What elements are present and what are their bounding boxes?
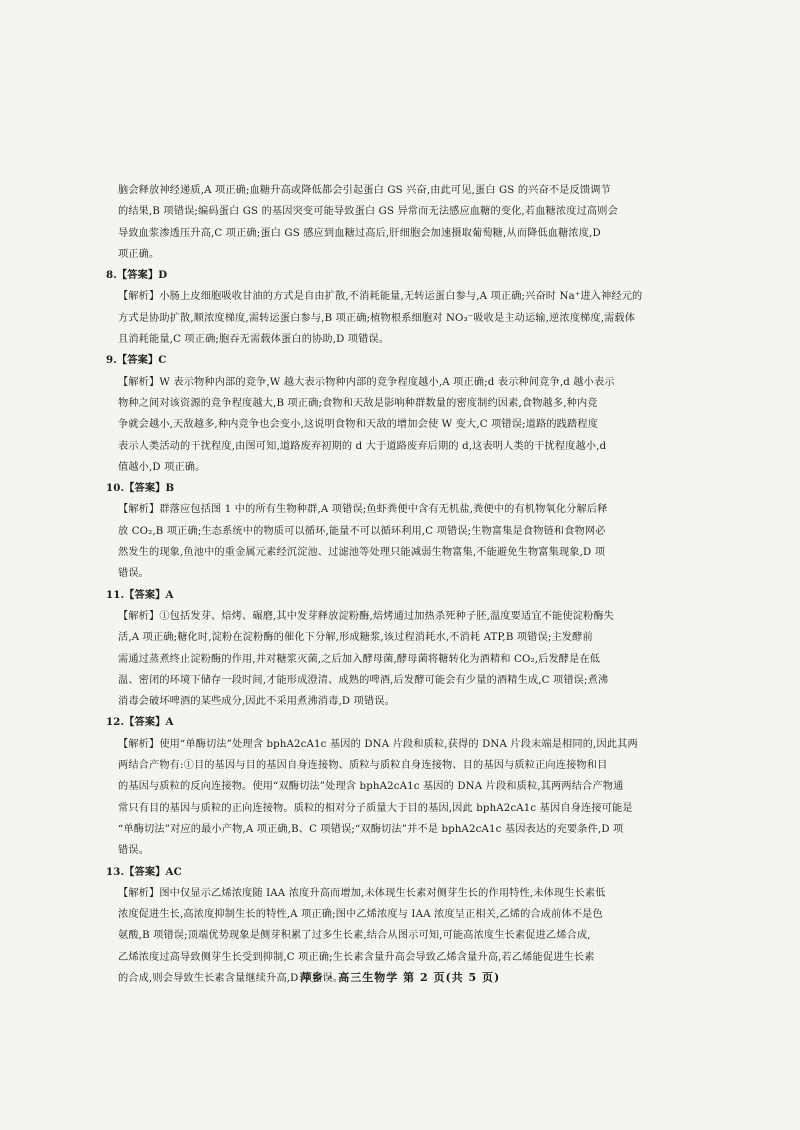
- text-line: 错误。: [118, 845, 150, 857]
- text-line: 方式是协助扩散,顺浓度梯度,需转运蛋白参与,B 项正确;植物根系细胞对 NO₃⁻吸收是主动运输,逆浓度梯度,需载体: [118, 312, 636, 324]
- answer-label: 12.【答案】A: [106, 716, 174, 729]
- text-line: 【解析】使用“单酶切法”处理含 bphA2cA1c 基因的 DNA 片段和质粒,获得的 DNA 片段末端是相同的,因此其两: [118, 738, 638, 750]
- text-line: 活,A 项正确;糖化时,淀粉在淀粉酶的催化下分解,形成糖浆,该过程消耗水,不消耗 ATP,B 项错误;主发酵前: [118, 632, 593, 644]
- text-line: 【解析】群落应包括图 1 中的所有生物种群,A 项错误;鱼虾粪便中含有无机盐,粪便中的有机物氧化分解后释: [118, 504, 608, 516]
- text-line: 错误。: [118, 568, 150, 580]
- text-line: 【解析】图中仅显示乙烯浓度随 IAA 浓度升高而增加,未体现生长素对侧芽生长的作用特性,未体现生长素低: [118, 887, 606, 899]
- text-line: 【解析】①包括发芽、焙烤、碾磨,其中发芽释放淀粉酶,焙烤通过加热杀死种子胚,温度要适宜不能使淀粉酶失: [118, 610, 615, 622]
- answer-label: 8.【答案】D: [106, 269, 168, 282]
- text-line: 【解析】W 表示物种内部的竞争,W 越大表示物种内部的竞争程度越小,A 项正确;d 表示种间竞争,d 越小表示: [118, 376, 615, 388]
- question-9: [106, 350, 684, 478]
- text-line: 需通过蒸煮终止淀粉酶的作用,并对糖浆灭菌,之后加入酵母菌,酵母菌将糖转化为酒精和 CO₂,后发酵是在低: [118, 653, 601, 665]
- text-line: 且消耗能量,C 项正确;胞吞无需载体蛋白的协助,D 项错误。: [118, 334, 390, 346]
- text-line: 值越小,D 项正确。: [118, 461, 206, 473]
- text-line: 物种之间对该资源的竞争程度越大,B 项正确;食物和天敌是影响种群数量的密度制约因素,食物越多,种内竞: [118, 397, 598, 409]
- text-line: 常只有目的基因与质粒的正向连接物。质粒的相对分子质量大于目的基因,因此 bphA2cA1c 基因自身连接可能是: [118, 802, 633, 814]
- text-line: 争就会越小,天敌越多,种内竞争也会变小,这说明食物和天敌的增加会使 W 变大,C 项错误;道路的践踏程度: [118, 419, 599, 431]
- text-line: 的合成,则会导致生长素含量继续升高,D 项错误。: [118, 972, 344, 984]
- text-line: 的结果,B 项错误;编码蛋白 GS 的基因突变可能导致蛋白 GS 异常而无法感应血糖的变化,若血糖浓度过高则会: [118, 206, 618, 218]
- text-line: 放 CO₂,B 项正确;生态系统中的物质可以循环,能量不可以循环利用,C 项错误;生物富集是食物链和食物网必: [118, 525, 606, 537]
- text-line: 【解析】小肠上皮细胞吸收甘油的方式是自由扩散,不消耗能量,无转运蛋白参与,A 项正确;兴奋时 Na⁺进入神经元的: [118, 291, 643, 303]
- question-8: [106, 265, 684, 350]
- page-footer: 萍乡 · 高三生物学 第 2 页(共 5 页): [299, 971, 501, 984]
- intro-paragraph: [118, 180, 684, 265]
- text-line: 浓度促进生长,高浓度抑制生长的特性,A 项正确;图中乙烯浓度与 IAA 浓度呈正相关,乙烯的合成前体不是色: [118, 909, 603, 921]
- answer-content: [106, 180, 684, 989]
- answer-label: 10.【答案】B: [106, 482, 175, 495]
- text-line: 的基因与质粒的反向连接物。使用“双酶切法”处理含 bphA2cA1c 基因的 DNA 片段和质粒,其两两结合产物通: [118, 781, 624, 793]
- text-line: 乙烯浓度过高导致侧芽生长受到抑制,C 项正确;生长素含量升高会导致乙烯含量升高,若乙烯能促进生长素: [118, 951, 595, 963]
- text-line: “单酶切法”对应的最小产物,A 项正确,B、C 项错误;“双酶切法”并不是 bphA2cA1c 基因表达的充要条件,D 项: [118, 823, 624, 835]
- text-line: 项正确。: [118, 248, 160, 260]
- answer-label: 11.【答案】A: [106, 588, 174, 601]
- text-line: 表示人类活动的干扰程度,由图可知,道路废弃初期的 d 大于道路废弃后期的 d,这表明人类的干扰程度越小,d: [118, 440, 607, 452]
- text-line: 脑会释放神经递质,A 项正确;血糖升高或降低都会引起蛋白 GS 兴奋,由此可见,蛋白 GS 的兴奋不是反馈调节: [118, 185, 611, 196]
- question-11: [106, 585, 684, 713]
- question-10: [106, 478, 684, 584]
- text-line: 氨酸,B 项错误;顶端优势现象是侧芽积累了过多生长素,结合从图示可知,可能高浓度生长素促进乙烯合成,: [118, 930, 591, 942]
- text-line: 温、密闭的环境下储存一段时间,才能形成澄清、成熟的啤酒,后发酵可能会有少量的酒精生成,C 项错误;煮沸: [118, 674, 609, 686]
- text-line: 导致血浆渗透压升高,C 项正确;蛋白 GS 感应到血糖过高后,肝细胞会加速摄取葡萄糖,从而降低血糖浓度,D: [118, 227, 601, 239]
- text-line: 消毒会破坏啤酒的某些成分,因此不采用煮沸消毒,D 项错误。: [118, 696, 395, 708]
- question-12: [106, 712, 684, 861]
- answer-label: 9.【答案】C: [106, 354, 167, 367]
- text-line: 然发生的现象,鱼池中的重金属元素经沉淀池、过滤池等处理只能减弱生物富集,不能避免生物富集现象,D 项: [118, 547, 606, 559]
- text-line: 两结合产物有:①目的基因与目的基因自身连接物、质粒与质粒自身连接物、目的基因与质粒正向连接物和目: [118, 760, 608, 772]
- answer-label: 13.【答案】AC: [106, 865, 182, 878]
